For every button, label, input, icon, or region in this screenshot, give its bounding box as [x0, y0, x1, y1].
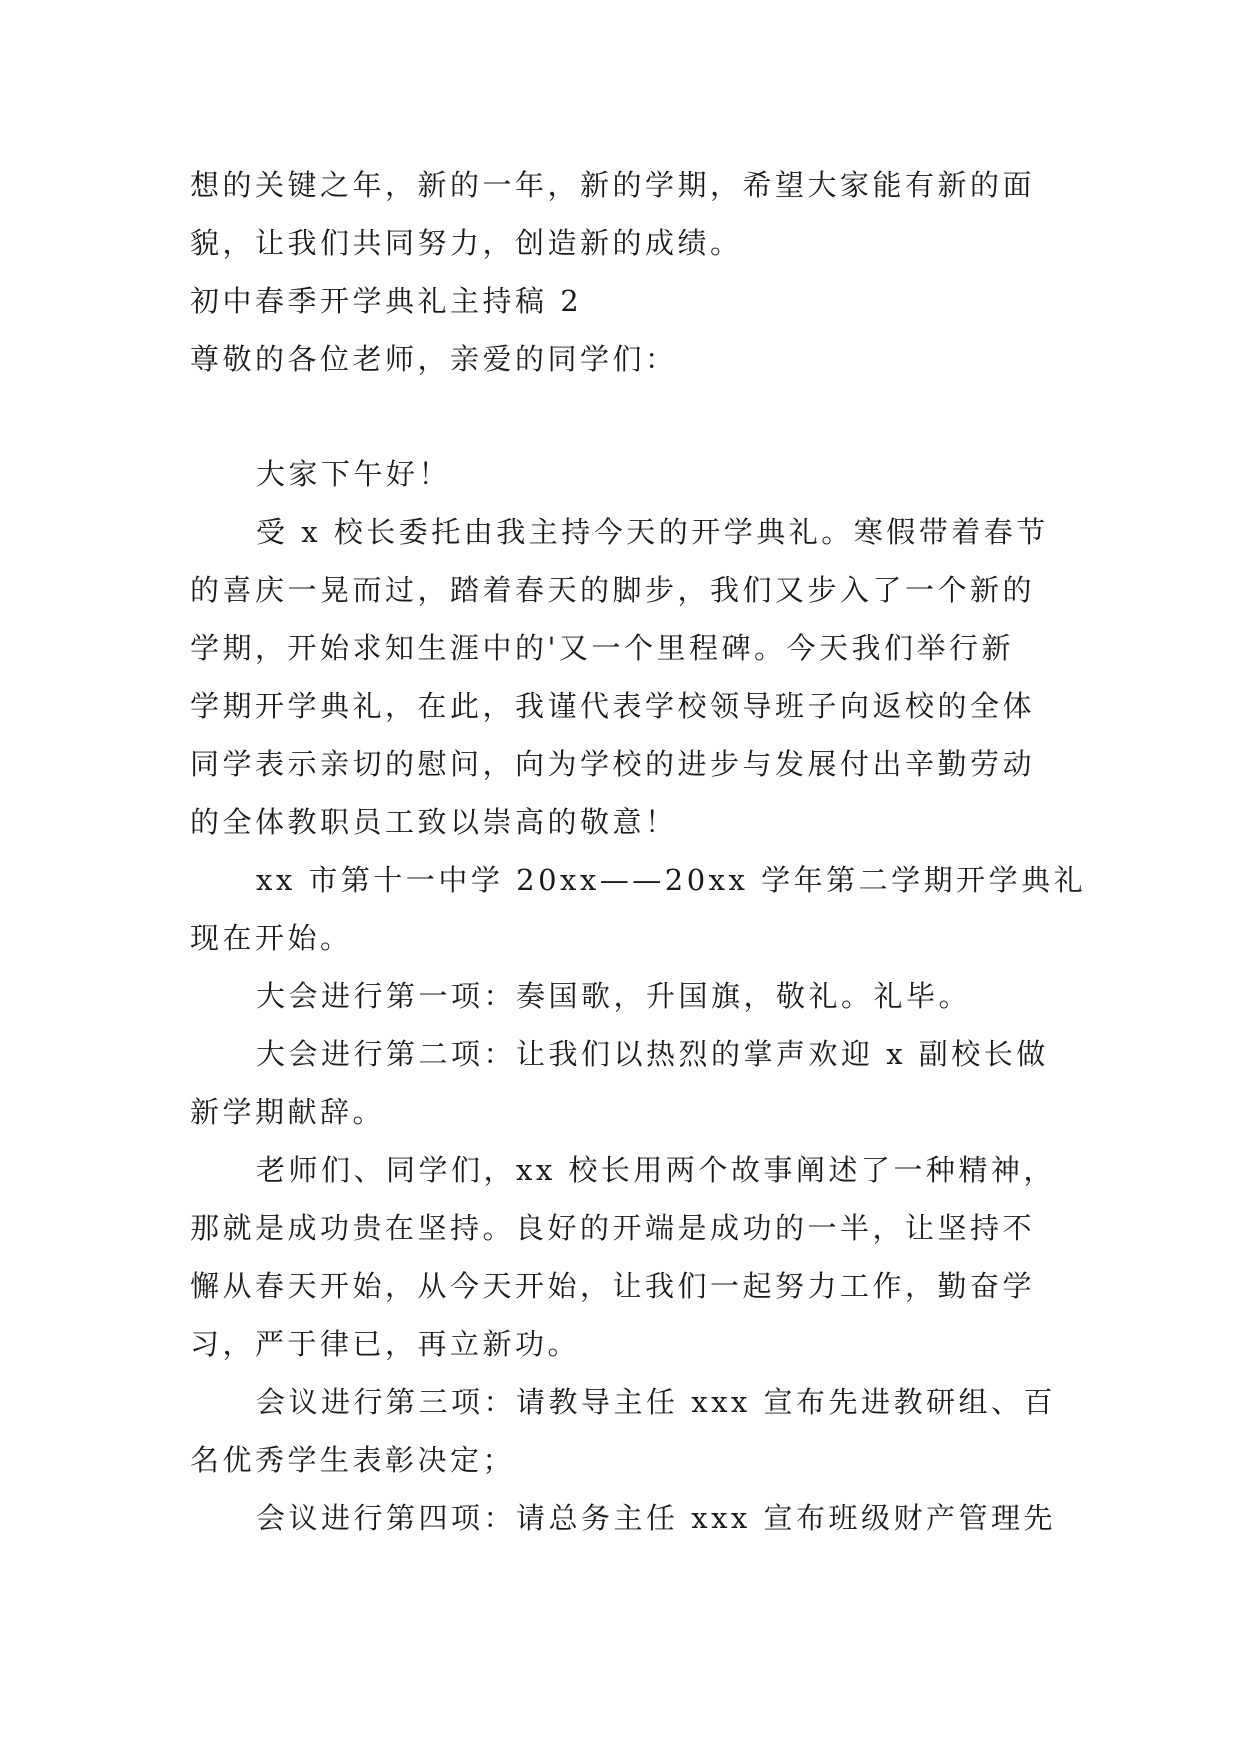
text-line: 老师们、同学们，xx 校长用两个故事阐述了一种精神， — [256, 1153, 1056, 1187]
text-line: xx 市第十一中学 20xx——20xx 学年第二学期开学典礼 — [256, 863, 1087, 897]
text-line: 同学表示亲切的慰问，向为学校的进步与发展付出辛勤劳动 — [190, 747, 1036, 781]
text-line: 名优秀学生表彰决定； — [190, 1443, 516, 1477]
text-line: 现在开始。 — [190, 921, 353, 955]
salutation: 尊敬的各位老师，亲爱的同学们： — [190, 342, 678, 376]
text-line: 懈从春天开始，从今天开始，让我们一起努力工作，勤奋学 — [190, 1269, 1036, 1303]
text-line: 大会进行第一项：奏国歌，升国旗，敬礼。礼毕。 — [256, 979, 972, 1013]
text-line: 貌，让我们共同努力，创造新的成绩。 — [190, 226, 743, 260]
text-line: 学期，开始求知生涯中的'又一个里程碑。今天我们举行新 — [190, 631, 1014, 665]
text-line: 习，严于律已，再立新功。 — [190, 1327, 581, 1361]
text-line: 学期开学典礼，在此，我谨代表学校领导班子向返校的全体 — [190, 689, 1036, 723]
text-line: 受 x 校长委托由我主持今天的开学典礼。寒假带着春节 — [256, 515, 1049, 549]
text-line: 会议进行第四项：请总务主任 xxx 宣布班级财产管理先 — [256, 1501, 1057, 1535]
text-line: 新学期献辞。 — [190, 1095, 386, 1129]
text-line: 想的关键之年，新的一年，新的学期，希望大家能有新的面 — [190, 168, 1036, 202]
section-heading: 初中春季开学典礼主持稿 2 — [190, 284, 583, 318]
text-line: 的全体教职员工致以崇高的敬意！ — [190, 805, 678, 839]
text-line: 大会进行第二项：让我们以热烈的掌声欢迎 x 副校长做 — [256, 1037, 1049, 1071]
greeting: 大家下午好！ — [256, 457, 452, 491]
text-line: 的喜庆一晃而过，踏着春天的脚步，我们又步入了一个新的 — [190, 573, 1036, 607]
text-line: 那就是成功贵在坚持。良好的开端是成功的一半，让坚持不 — [190, 1211, 1036, 1245]
text-line: 会议进行第三项：请教导主任 xxx 宣布先进教研组、百 — [256, 1385, 1057, 1419]
